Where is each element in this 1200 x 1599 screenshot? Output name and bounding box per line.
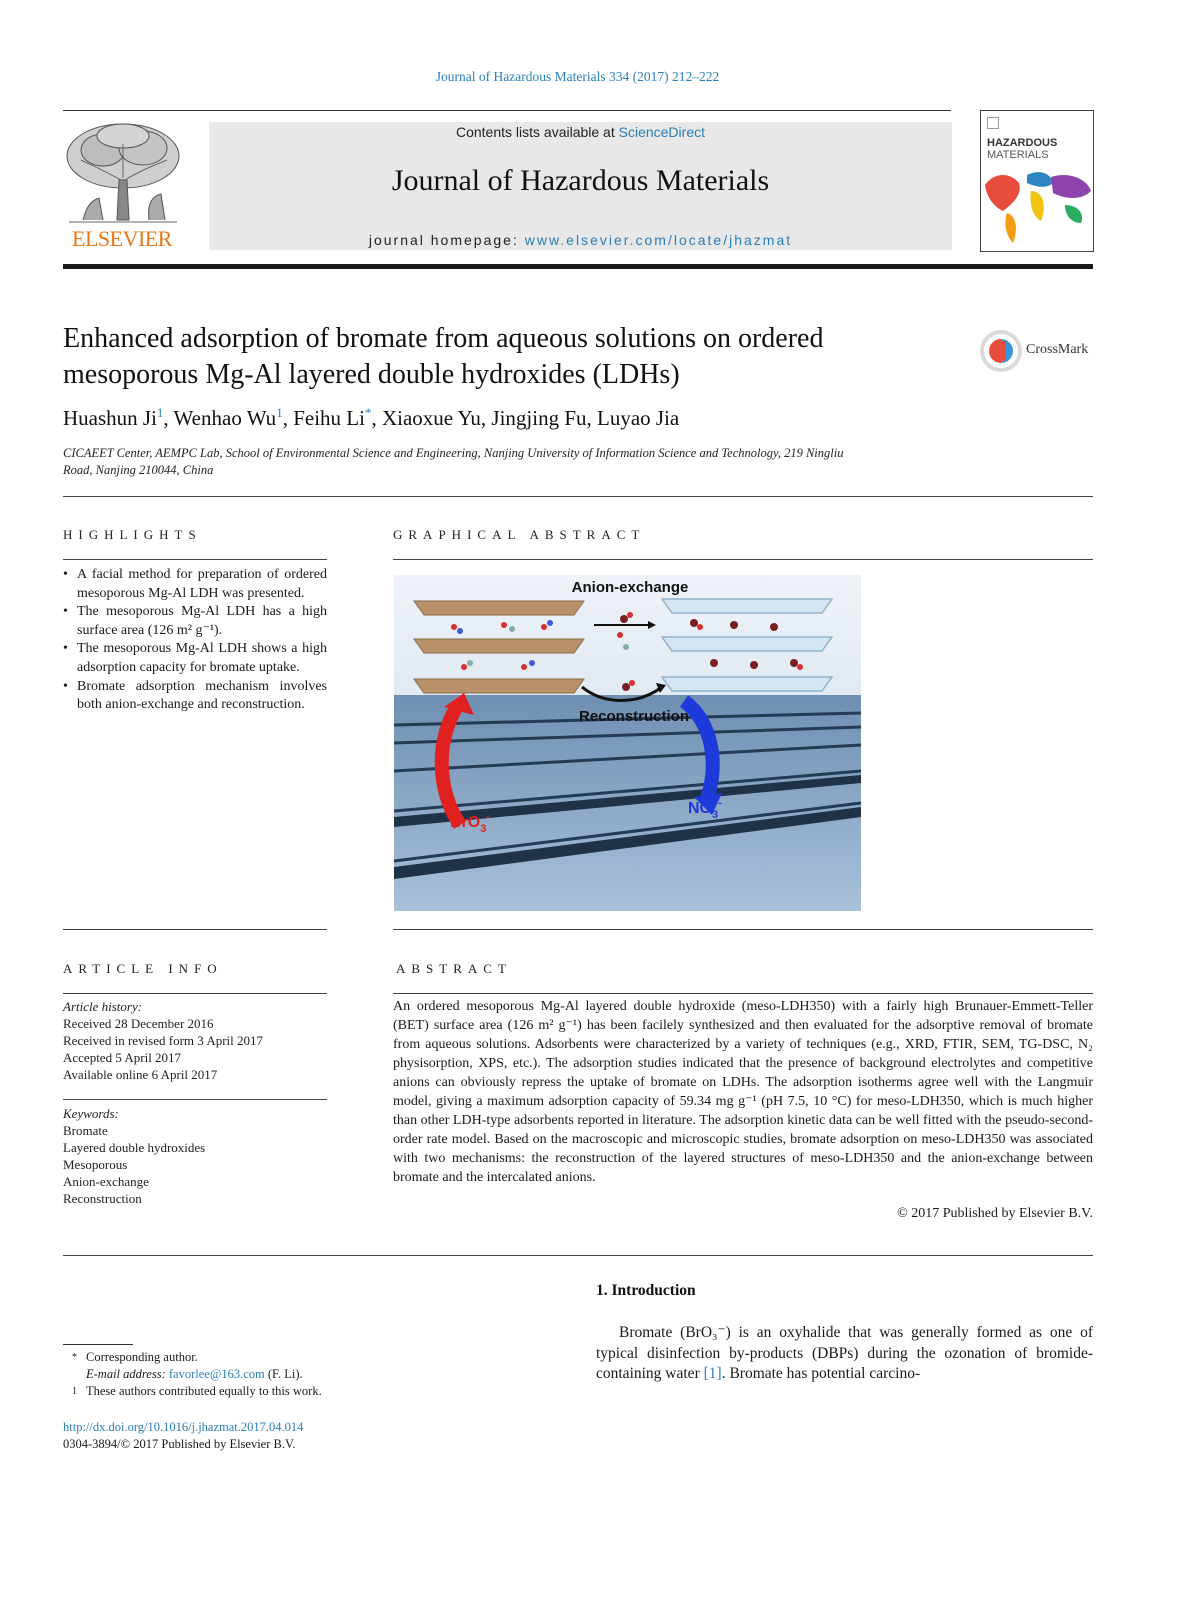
email-link[interactable]: favorlee@163.com: [168, 1367, 265, 1381]
sciencedirect-link[interactable]: ScienceDirect: [618, 124, 705, 140]
cover-title-line1: HAZARDOUS: [987, 137, 1058, 149]
abstract-text: An ordered mesoporous Mg-Al layered double hydroxide (meso-LDH350) with a fairly high Brunauer-Emmett-Teller (BET) surface area (126 m² g⁻¹) has been facilely synthesized and then evaluated for the adsorptive removal of bromate from aqueous solutions. Adsorbents were characterized by a variety of techniques (e.g., XRD, FTIR, SEM, TG-DSC, N₂ physisorption, XPS, etc.). The adsorption studies indicated that the presence of background electrolytes and competitive anions can obviously repress the uptake of bromate on LDHs. The adsorption isotherms agree well with the Langmuir model, giving a maximum adsorption capacity of 59.34 mg g⁻¹ (pH 7.5, 10 °C) for meso-LDH350, which is much higher than other LDH-type adsorbents reported in literature. The adsorption kinetic data can be well fitted with the pseudo-second-order rate model. Based on the macroscopic and microscopic studies, bromate adsorption on meso-LDH350 was associated with two mechanisms: the reconstruction of the layered structures of meso-LDH350 and the anion-exchange between bromate and the intercalated anions.: [393, 999, 1093, 1185]
author-mark[interactable]: 1: [156, 405, 164, 420]
abstract-heading: ABSTRACT: [396, 961, 512, 976]
author: Feihu Li: [293, 406, 365, 430]
highlight-item: • The mesoporous Mg-Al LDH has a high surface area (126 m² g⁻¹).: [63, 603, 327, 640]
introduction-heading: 1. Introduction: [596, 1282, 696, 1299]
journal-reference[interactable]: Journal of Hazardous Materials 334 (2017) 212–222: [435, 69, 720, 84]
contents-prefix: Contents lists available at: [455, 124, 619, 140]
author-mark[interactable]: 1: [276, 405, 283, 420]
author: Huashun Ji: [63, 406, 157, 430]
article-title-line1: Enhanced adsorption of bromate from aqueous solutions on ordered: [63, 323, 824, 354]
divider: [393, 993, 1093, 994]
journal-cover: [980, 110, 1094, 252]
keywords-label: Keywords:: [63, 1106, 119, 1121]
label-reconstruction: Reconstruction: [578, 708, 690, 725]
citation-link[interactable]: [1]: [703, 1365, 722, 1382]
highlights-heading: HIGHLIGHTS: [63, 527, 202, 542]
affiliation-line2: Road, Nanjing 210044, China: [63, 463, 214, 477]
keyword: Bromate: [63, 1123, 108, 1138]
issn-line: 0304-3894/© 2017 Published by Elsevier B.V.: [63, 1437, 296, 1451]
graphical-abstract-illustration: [394, 575, 861, 911]
affiliation: [63, 445, 943, 479]
history-label: Article history:: [63, 999, 143, 1014]
keyword: Layered double hydroxides: [63, 1140, 206, 1155]
label-bromate: BrO$_3$-: [450, 811, 491, 835]
author: Wenhao Wu: [173, 406, 277, 430]
divider: [393, 929, 1093, 930]
highlight-item: • The mesoporous Mg-Al LDH shows a high adsorption capacity for bromate uptake.: [63, 640, 327, 677]
highlight-item: • Bromate adsorption mechanism involves both anion-exchange and reconstruction.: [63, 678, 327, 715]
highlights-list: [63, 566, 327, 715]
elsevier-wordmark: ELSEVIER: [72, 226, 172, 251]
email-suffix: (F. Li).: [264, 1367, 303, 1381]
article-info-heading: ARTICLE INFO: [63, 961, 223, 976]
intro-text-part: . Bromate has potential carcino-: [721, 1365, 921, 1382]
affiliation-line1: CICAEET Center, AEMPC Lab, School of Environmental Science and Engineering, Nanjing University of Information Science and Technology, 219 Ningliu: [63, 446, 844, 460]
footnote-text: These authors contributed equally to this work.: [86, 1384, 322, 1398]
elsevier-logo: [63, 120, 183, 252]
footnotes: [63, 1349, 463, 1400]
keyword: Reconstruction: [63, 1191, 142, 1206]
divider: [393, 559, 1093, 560]
graphical-abstract-figure: [394, 575, 861, 911]
journal-title: Journal of Hazardous Materials: [391, 164, 770, 197]
divider: [63, 993, 327, 994]
cover-title-line2: MATERIALS: [987, 149, 1049, 161]
footnote-mark: 1: [72, 1386, 77, 1397]
header-thick-rule: [63, 264, 1093, 269]
footnote-email: [63, 1366, 463, 1383]
crossmark-icon: [978, 328, 1024, 374]
graphical-abstract-heading: GRAPHICAL ABSTRACT: [393, 527, 646, 542]
cover-emblem-icon: [987, 117, 999, 129]
footnote-text: Corresponding author.: [86, 1350, 198, 1364]
history-item: Available online 6 April 2017: [63, 1067, 218, 1082]
divider: [63, 1099, 327, 1100]
divider: [63, 1255, 1093, 1256]
intro-text-part: Bromate (BrO₃⁻) is an oxyhalide that was generally formed as one of typical disinfection by-products (DBPs) during the ozonation of bromide-containing water: [596, 1324, 1093, 1382]
doi-link[interactable]: http://dx.doi.org/10.1016/j.jhazmat.2017.04.014: [63, 1420, 304, 1434]
author: Jingjing Fu: [491, 406, 587, 430]
keywords: [63, 1105, 327, 1207]
elsevier-tree-icon: [63, 120, 183, 228]
homepage-line: [209, 232, 952, 248]
article-title: [63, 321, 963, 393]
divider: [63, 559, 327, 560]
cover-title: [987, 137, 1057, 161]
crossmark-badge[interactable]: [978, 328, 1096, 374]
author: Luyao Jia: [597, 406, 680, 430]
label-anion-exchange: Anion-exchange: [571, 579, 689, 596]
author-list: Huashun Ji$^1$, Wenhao Wu$^1$, Feihu Li*, Xiaoxue Yu, Jingjing Fu, Luyao Jia: [63, 405, 680, 430]
email-label: E-mail address:: [86, 1367, 169, 1381]
keyword: Mesoporous: [63, 1157, 128, 1172]
contents-line: [209, 124, 952, 140]
author-mark[interactable]: *: [364, 405, 372, 420]
article-history: [63, 998, 327, 1083]
divider: [63, 496, 1093, 497]
header-rule: [63, 110, 951, 111]
highlight-item: • A facial method for preparation of ordered mesoporous Mg-Al LDH was presented.: [63, 566, 327, 603]
author: Xiaoxue Yu: [381, 406, 481, 430]
divider: [63, 929, 327, 930]
footnote-equal: [63, 1383, 463, 1400]
history-item: Received 28 December 2016: [63, 1016, 214, 1031]
homepage-link[interactable]: www.elsevier.com/locate/jhazmat: [524, 232, 793, 248]
footnote-mark: *: [72, 1352, 77, 1363]
footnote-rule: [63, 1344, 133, 1345]
history-item: Accepted 5 April 2017: [63, 1050, 182, 1065]
introduction-text: [596, 1323, 1093, 1385]
history-item: Received in revised form 3 April 2017: [63, 1033, 264, 1048]
cover-world-map-icon: [981, 165, 1093, 251]
keyword: Anion-exchange: [63, 1174, 149, 1189]
doi-block: [63, 1419, 463, 1453]
crossmark-label: CrossMark: [1026, 342, 1089, 357]
label-nitrate: $NO_3^-$: [688, 797, 722, 821]
journal-masthead: [209, 122, 952, 250]
homepage-prefix: journal homepage:: [368, 232, 525, 248]
abstract-copyright: © 2017 Published by Elsevier B.V.: [897, 1206, 1093, 1221]
footnote-corresponding: [63, 1349, 463, 1366]
article-title-line2: mesoporous Mg-Al layered double hydroxides (LDHs): [63, 359, 680, 390]
